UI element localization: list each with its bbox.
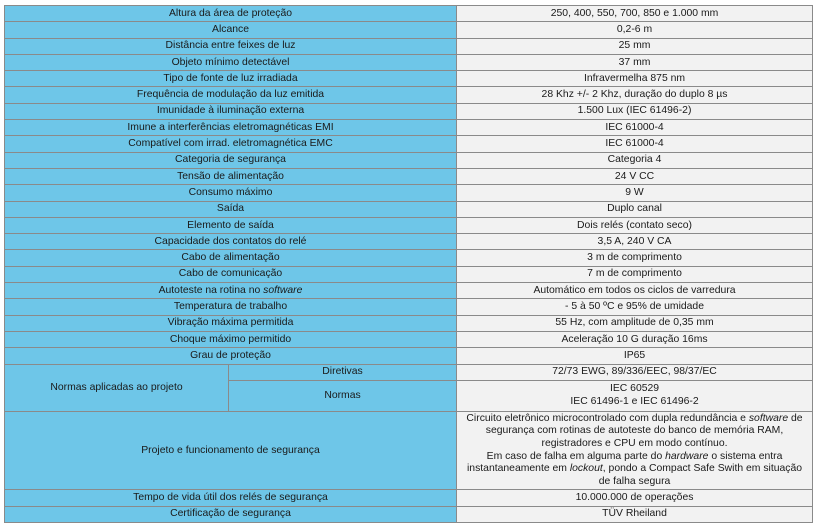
spec-value: 250, 400, 550, 700, 850 e 1.000 mm: [457, 6, 813, 22]
normas-label: Normas aplicadas ao projeto: [5, 364, 229, 411]
projeto-value: [457, 411, 813, 490]
spec-value: 3,5 A, 240 V CA: [457, 234, 813, 250]
spec-row: [5, 331, 813, 347]
spec-value: Categoria 4: [457, 152, 813, 168]
spec-row: [5, 38, 813, 54]
spec-label: Consumo máximo: [5, 185, 457, 201]
spec-row: [5, 201, 813, 217]
projeto-label: Projeto e funcionamento de segurança: [5, 411, 457, 490]
spec-value: TÜV Rheiland: [457, 506, 813, 522]
spec-row: [5, 71, 813, 87]
spec-value: 3 m de comprimento: [457, 250, 813, 266]
spec-value: 1.500 Lux (IEC 61496-2): [457, 103, 813, 119]
spec-label: Cabo de alimentação: [5, 250, 457, 266]
spec-label: Cabo de comunicação: [5, 266, 457, 282]
diretivas-value: 72/73 EWG, 89/336/EEC, 98/37/EC: [457, 364, 813, 380]
spec-value: 55 Hz, com amplitude de 0,35 mm: [457, 315, 813, 331]
spec-label: Choque máximo permitido: [5, 331, 457, 347]
text-fragment: , pondo a Compact Safe Swith em situação de falha segura: [598, 463, 803, 487]
spec-label: Grau de proteção: [5, 348, 457, 364]
spec-row: [5, 54, 813, 70]
emphasis-text: hardware: [665, 450, 709, 462]
spec-row: [5, 490, 813, 506]
spec-label: Temperatura de trabalho: [5, 299, 457, 315]
spec-row: [5, 250, 813, 266]
emphasis-text: lockout: [569, 463, 603, 475]
spec-value: 28 Khz +/- 2 Khz, duração do duplo 8 µs: [457, 87, 813, 103]
spec-value: IEC 61000-4: [457, 136, 813, 152]
spec-row: [5, 168, 813, 184]
spec-label: Tipo de fonte de luz irradiada: [5, 71, 457, 87]
spec-label: Capacidade dos contatos do relé: [5, 234, 457, 250]
spec-value: IP65: [457, 348, 813, 364]
spec-row: [5, 266, 813, 282]
spec-row: [5, 234, 813, 250]
spec-value: Duplo canal: [457, 201, 813, 217]
text-fragment: IEC 60529: [609, 383, 660, 395]
spec-row: [5, 315, 813, 331]
spec-row: [5, 22, 813, 38]
spec-value: Infravermelha 875 nm: [457, 71, 813, 87]
spec-value: Dois relés (contato seco): [457, 217, 813, 233]
spec-value: - 5 à 50 ºC e 95% de umidade: [457, 299, 813, 315]
diretivas-label: Diretivas: [229, 364, 457, 380]
spec-row: [5, 506, 813, 522]
specifications-table: [4, 5, 813, 523]
spec-row: [5, 120, 813, 136]
spec-label: Imunidade à iluminação externa: [5, 103, 457, 119]
spec-value: 24 V CC: [457, 168, 813, 184]
spec-value: 9 W: [457, 185, 813, 201]
spec-value: 25 mm: [457, 38, 813, 54]
spec-label: Vibração máxima permitida: [5, 315, 457, 331]
spec-label: Alcance: [5, 22, 457, 38]
emphasis-text: software: [263, 284, 303, 296]
normas-sub-label: Normas: [229, 380, 457, 411]
spec-label: Certificação de segurança: [5, 506, 457, 522]
spec-label: Altura da área de proteção: [5, 6, 457, 22]
spec-value: IEC 61000-4: [457, 120, 813, 136]
text-fragment: Autoteste na rotina no: [158, 284, 264, 296]
spec-row: [5, 217, 813, 233]
emphasis-text: software: [748, 412, 789, 424]
text-fragment: IEC 61496-1 e IEC 61496-2: [570, 395, 699, 407]
spec-value: 7 m de comprimento: [457, 266, 813, 282]
spec-row: [5, 348, 813, 364]
text-fragment: Circuito eletrônico microcontrolado com dupla redundância e: [466, 412, 749, 424]
text-fragment: de segurança com rotinas de autoteste do banco de memória RAM, registradores e CPU em modo contínuo.: [485, 412, 803, 450]
spec-row: [5, 152, 813, 168]
spec-label: Distância entre feixes de luz: [5, 38, 457, 54]
spec-label: Imune a interferências eletromagnéticas EMI: [5, 120, 457, 136]
spec-value: 10.000.000 de operações: [457, 490, 813, 506]
spec-row: [5, 103, 813, 119]
spec-value: 0,2-6 m: [457, 22, 813, 38]
spec-value: Automático em todos os ciclos de varredura: [457, 283, 813, 299]
spec-label: Tempo de vida útil dos relés de segurança: [5, 490, 457, 506]
specifications-body: [5, 6, 813, 523]
spec-label: [5, 283, 457, 299]
normas-value: [457, 380, 813, 411]
spec-row: [5, 185, 813, 201]
spec-label: Categoria de segurança: [5, 152, 457, 168]
normas-row-diretivas: [5, 364, 813, 380]
spec-label: Tensão de alimentação: [5, 168, 457, 184]
spec-row: [5, 283, 813, 299]
spec-value: Aceleração 10 G duração 16ms: [457, 331, 813, 347]
spec-row: [5, 6, 813, 22]
spec-label: Elemento de saída: [5, 217, 457, 233]
spec-label: Compatível com irrad. eletromagnética EMC: [5, 136, 457, 152]
spec-label: Frequência de modulação da luz emitida: [5, 87, 457, 103]
spec-row: [5, 87, 813, 103]
spec-label: Objeto mínimo detectável: [5, 54, 457, 70]
spec-row: [5, 299, 813, 315]
spec-value: 37 mm: [457, 54, 813, 70]
projeto-row: [5, 411, 813, 490]
spec-row: [5, 136, 813, 152]
text-fragment: Em caso de falha em alguma parte do: [486, 450, 666, 462]
text-fragment: o sistema entra instantaneamente em: [467, 450, 783, 475]
spec-label: Saída: [5, 201, 457, 217]
